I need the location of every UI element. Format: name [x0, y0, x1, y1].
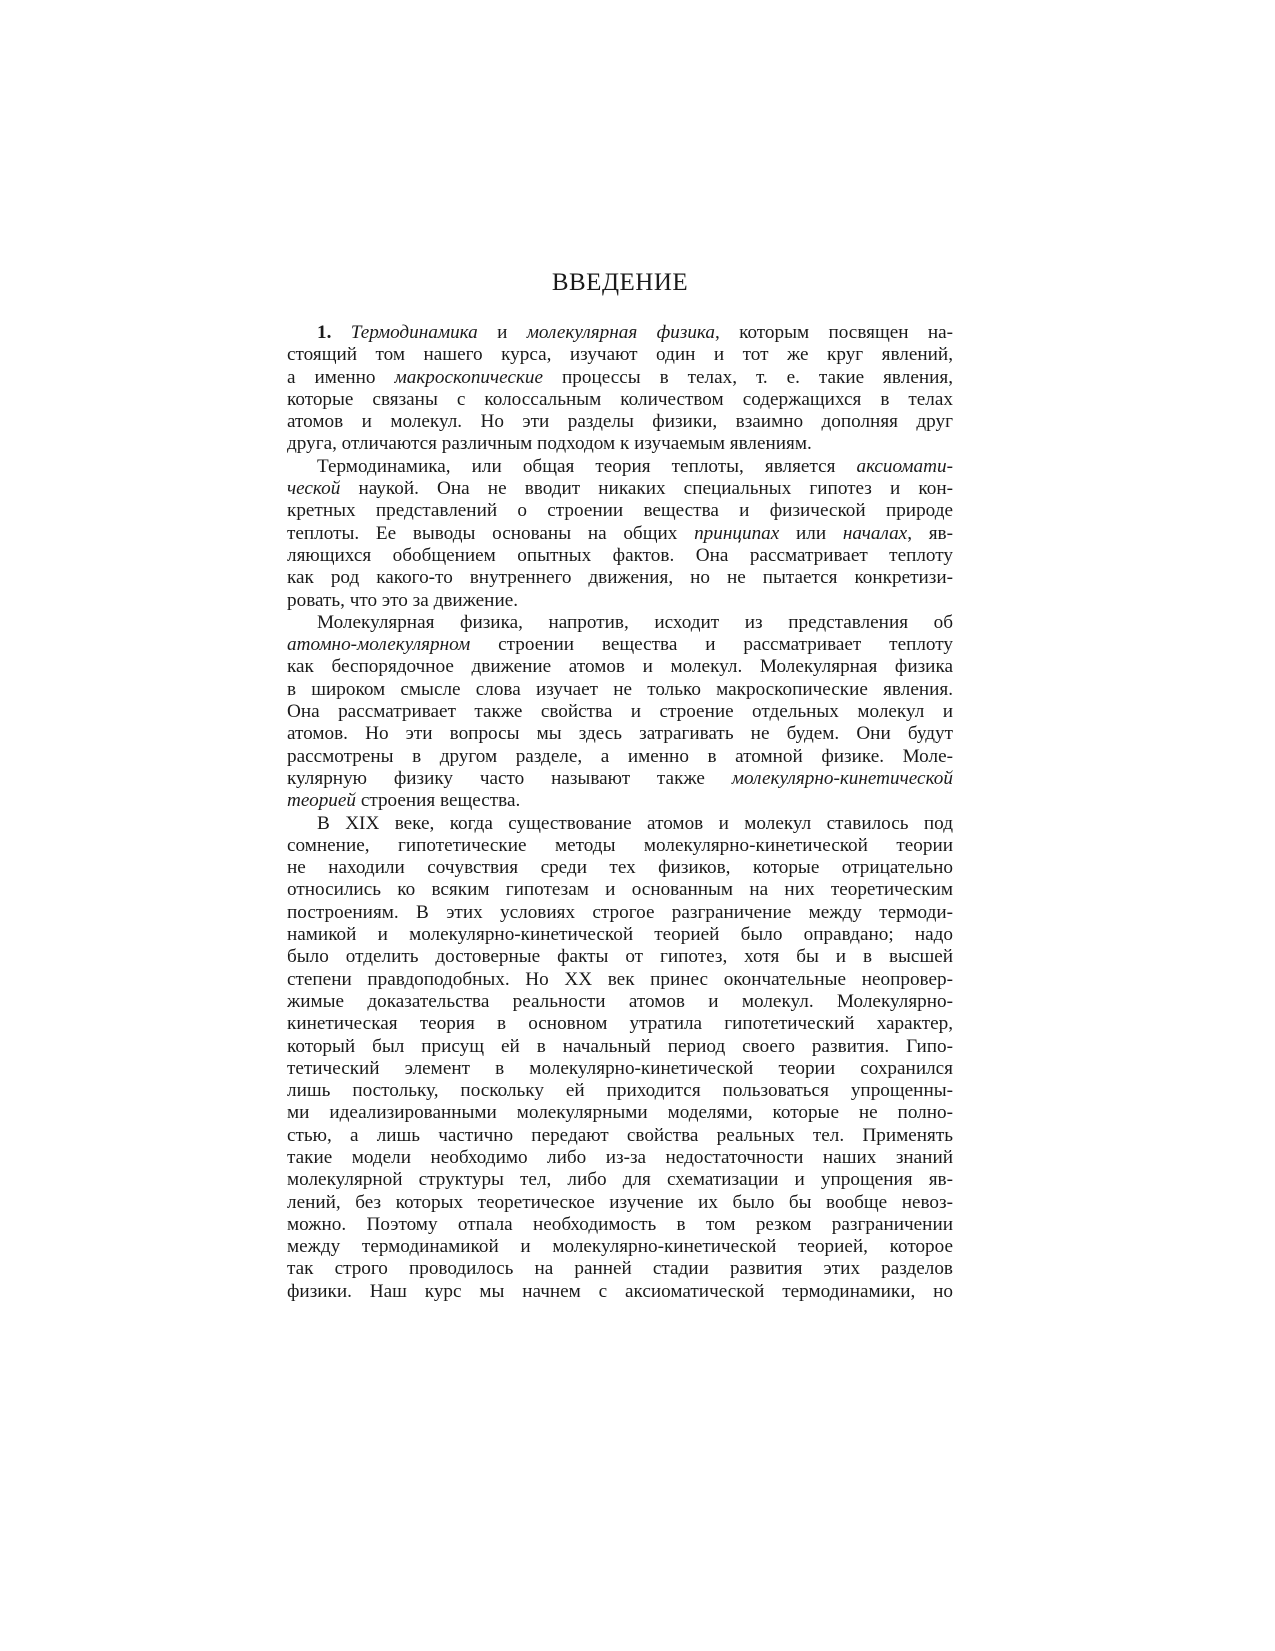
text-line [287, 1013, 953, 1035]
text-run: относились ко всяким гипотезам и основанным на них теоретическим [287, 879, 953, 901]
emphasized-term: ческой [287, 478, 341, 500]
text-line [287, 433, 953, 455]
text-line [287, 879, 953, 901]
text-run: было отделить достоверные факты от гипотез, хотя бы и в высшей [287, 946, 953, 968]
text-run: Термодинамика, или общая теория теплоты, является [317, 455, 857, 477]
text-run: не находили сочувствия среди тех физиков, которые отрицательно [287, 857, 953, 879]
text-run: можно. Поэтому отпала необходимость в том резком разграничении [287, 1213, 953, 1235]
text-line [287, 1080, 953, 1102]
text-line [287, 367, 953, 389]
paragraph [287, 813, 953, 1304]
text-line [287, 456, 953, 478]
text-run: ровать, что это за движение. [287, 589, 519, 611]
text-run: ляющихся обобщением опытных фактов. Она рассматривает теплоту [287, 544, 953, 566]
text-line [287, 1058, 953, 1080]
text-run: степени правдоподобных. Но XX век принес окончательные неопровер- [287, 968, 953, 990]
text-line [287, 590, 953, 612]
emphasized-term: молекулярная физика [526, 322, 715, 343]
text-run: ми идеализированными молекулярными моделями, которые не полно- [287, 1102, 953, 1124]
text-line [287, 389, 953, 411]
text-line [287, 1169, 953, 1191]
emphasized-term: аксиомати- [856, 455, 953, 477]
text-run: так строго проводилось на ранней стадии развития этих разделов [287, 1258, 953, 1280]
text-run: лишь постольку, поскольку ей приходится пользоваться упрощенны- [287, 1080, 953, 1102]
text-run: атомов и молекул. Но эти разделы физики, взаимно дополняя друг [287, 411, 953, 433]
text-run: жимые доказательства реальности атомов и молекул. Молекулярно- [287, 990, 953, 1012]
text-line [287, 1036, 953, 1058]
text-run: теплоты. Ее выводы основаны на общих [287, 522, 695, 544]
text-line [287, 1281, 953, 1303]
text-line [287, 1192, 953, 1214]
text-line [287, 746, 953, 768]
text-line [287, 1125, 953, 1147]
text-run: наукой. Она не вводит никаких специальных гипотез и кон- [340, 478, 953, 500]
text-line [287, 411, 953, 433]
text-run: как беспорядочное движение атомов и молекул. Молекулярная физика [287, 656, 953, 678]
text-line [287, 701, 953, 723]
text-line [287, 1214, 953, 1236]
text-run: кретных представлений о строении вещества и физической природе [287, 500, 953, 522]
text-run: намикой и молекулярно-кинетической теорией было оправдано; надо [287, 924, 953, 946]
text-line [287, 1258, 953, 1280]
text-line [287, 679, 953, 701]
text-run: , яв- [907, 522, 953, 544]
paragraph [287, 456, 953, 612]
emphasized-term: началах [842, 522, 908, 544]
text-line [287, 1236, 953, 1258]
text-run: кулярную физику часто называют также [287, 767, 732, 789]
text-line [287, 1147, 953, 1169]
text-run [331, 322, 350, 343]
text-run: стью, а лишь частично передают свойства реальных тел. Применять [287, 1124, 953, 1146]
text-line [287, 790, 953, 812]
text-line [287, 567, 953, 589]
text-run: между термодинамикой и молекулярно-кинетической теорией, которое [287, 1236, 953, 1258]
text-line [287, 902, 953, 924]
text-line [287, 768, 953, 790]
text-run: молекулярной структуры тел, либо для схематизации и упрощения яв- [287, 1169, 953, 1191]
text-run: друга, отличаются различным подходом к изучаемым явлениям. [287, 433, 812, 455]
text-run: строения вещества. [356, 790, 521, 812]
text-line [287, 500, 953, 522]
text-run: как род какого-то внутреннего движения, но не пытается конкретизи- [287, 567, 953, 589]
text-run: а именно [287, 366, 395, 388]
text-line [287, 656, 953, 678]
emphasized-term: Термодинамика [350, 322, 478, 343]
text-line [287, 344, 953, 366]
text-run: процессы в телах, т. е. такие явления, [543, 366, 953, 388]
text-line [287, 545, 953, 567]
text-line [287, 857, 953, 879]
emphasized-term: атомно-молекулярном [287, 634, 471, 656]
text-run: кинетическая теория в основном утратила гипотетический характер, [287, 1013, 953, 1035]
paragraph [287, 612, 953, 813]
emphasized-term: принципах [694, 522, 780, 544]
text-line [287, 523, 953, 545]
text-line [287, 723, 953, 745]
emphasized-term: молекулярно-кинетической [731, 767, 953, 789]
text-run: лений, без которых теоретическое изучение их было бы вообще невоз- [287, 1191, 953, 1213]
chapter-heading: ВВЕДЕНИЕ [551, 269, 689, 296]
text-run: В XIX веке, когда существование атомов и молекул ставилось под [317, 812, 953, 834]
paragraph [287, 322, 953, 456]
text-line [287, 612, 953, 634]
text-line [287, 1102, 953, 1124]
text-line [287, 322, 953, 344]
text-run: рассмотрены в другом разделе, а именно в атомной физике. Моле- [287, 745, 953, 767]
text-line [287, 924, 953, 946]
body-text [287, 322, 953, 1303]
emphasized-term: теорией [287, 790, 357, 812]
text-run: физики. Наш курс мы начнем с аксиоматической термодинамики, но [287, 1280, 953, 1302]
section-number: 1. [317, 322, 332, 343]
text-run: сомнение, гипотетические методы молекулярно-кинетической теории [287, 834, 953, 856]
text-run: или [779, 522, 843, 544]
text-run: Она рассматривает также свойства и строение отдельных молекул и [287, 701, 953, 723]
text-run: который был присущ ей в начальный период своего развития. Гипо- [287, 1035, 953, 1057]
text-run: Молекулярная физика, напротив, исходит из представления об [317, 611, 953, 633]
text-run: в широком смысле слова изучает не только макроскопические явления. [287, 678, 953, 700]
text-line [287, 969, 953, 991]
text-run: тетический элемент в молекулярно-кинетической теории сохранился [287, 1057, 953, 1079]
text-line [287, 634, 953, 656]
text-run: , которым посвящен на- [715, 322, 954, 343]
text-run: стоящий том нашего курса, изучают один и тот же круг явлений, [287, 344, 953, 366]
text-line [287, 813, 953, 835]
text-line [287, 946, 953, 968]
text-run: и [477, 322, 527, 343]
text-run: построениям. В этих условиях строгое разграничение между термоди- [287, 901, 953, 923]
text-run: такие модели необходимо либо из-за недостаточности наших знаний [287, 1146, 953, 1168]
text-line [287, 835, 953, 857]
text-run: атомов. Но эти вопросы мы здесь затрагивать не будем. Они будут [287, 723, 953, 745]
text-run: которые связаны с колоссальным количеством содержащихся в телах [287, 388, 953, 410]
text-run: строении вещества и рассматривает теплоту [470, 634, 953, 656]
text-line [287, 478, 953, 500]
emphasized-term: макроскопические [394, 366, 544, 388]
text-line [287, 991, 953, 1013]
